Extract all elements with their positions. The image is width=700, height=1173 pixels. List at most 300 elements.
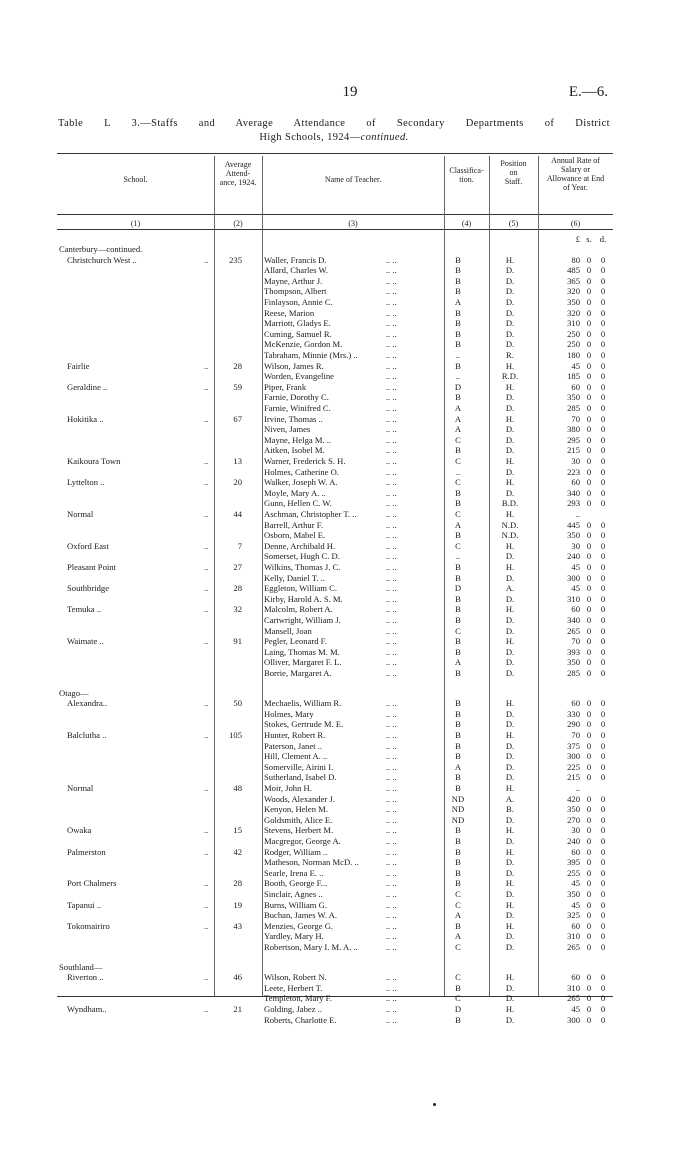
salary-shillings: 0 <box>586 825 592 836</box>
header-position-line: Staff. <box>504 177 523 186</box>
position-on-staff: D. <box>505 836 515 846</box>
salary-pounds: 45 <box>571 562 580 572</box>
salary-shillings: 0 <box>586 456 592 466</box>
header-attendance-line: Average <box>224 160 252 169</box>
salary-pence: 0 <box>600 993 606 1004</box>
leader-dots: .. .. <box>386 350 397 360</box>
page-number: 19 <box>342 84 358 100</box>
table-row <box>57 868 613 879</box>
leader-dots: .. .. <box>386 562 397 572</box>
average-attendance: 28 <box>233 878 242 889</box>
classification: B <box>455 719 461 730</box>
table-row <box>57 371 613 382</box>
table-row <box>57 1004 613 1015</box>
salary-shillings: 0 <box>586 615 592 625</box>
salary-shillings: 0 <box>586 646 592 657</box>
salary-shillings: 0 <box>586 730 592 740</box>
classification: C <box>455 540 461 551</box>
position-on-staff: N.D. <box>501 530 519 541</box>
position-on-staff: D. <box>505 889 515 899</box>
column-number: (1) <box>130 219 141 228</box>
teacher-name: Paterson, Janet .. <box>264 740 322 751</box>
table-row <box>57 594 613 605</box>
salary-pence: 0 <box>600 1014 606 1025</box>
leader-dots: .. .. <box>386 751 397 762</box>
salary-shillings: 0 <box>586 846 592 857</box>
classification: ND <box>451 793 465 804</box>
teacher-name: Waller, Francis D. <box>264 254 327 265</box>
salary-pence: 0 <box>600 339 606 350</box>
classification: B <box>455 751 461 762</box>
salary-shillings: 0 <box>586 328 592 339</box>
salary-shillings: 0 <box>586 350 592 360</box>
leader-dots: .. .. <box>386 456 397 466</box>
salary-pence: 0 <box>600 836 606 846</box>
table-row <box>57 562 613 573</box>
salary-pounds: 293 <box>567 498 580 509</box>
average-attendance: 105 <box>229 730 242 740</box>
table-row <box>57 615 613 626</box>
teacher-name: Holmes, Catherine O. <box>264 466 339 477</box>
position-on-staff: D. <box>505 719 515 730</box>
teacher-name: Reese, Marion <box>264 307 315 318</box>
position-on-staff: H. <box>505 846 515 857</box>
leader-dots: .. .. <box>386 982 397 993</box>
position-on-staff: D. <box>505 286 515 297</box>
position-on-staff: B. <box>506 804 514 815</box>
teacher-name: Robertson, Mary I. M. A. .. <box>264 942 358 952</box>
salary-pounds: 325 <box>567 910 580 921</box>
position-on-staff: D. <box>505 339 515 350</box>
leader-dots: .. .. <box>386 972 397 983</box>
leader-dots: .. <box>204 254 209 265</box>
salary-shillings: 0 <box>586 942 592 952</box>
teacher-name: Sutherland, Isabel D. <box>264 772 337 783</box>
classification: B <box>455 265 461 276</box>
page-reference: E.—6. <box>568 84 608 100</box>
salary-pence: 0 <box>600 846 606 857</box>
leader-dots: .. .. <box>386 593 397 604</box>
school-name: Hokitika .. <box>67 413 104 424</box>
salary-shillings: 0 <box>586 772 592 783</box>
header-divider <box>57 214 613 215</box>
teacher-name: Holmes, Mary <box>264 708 314 719</box>
teacher-name: Rodger, William .. <box>264 846 328 857</box>
salary-pence: 0 <box>600 719 606 730</box>
leader-dots: .. .. <box>386 698 397 709</box>
leader-dots: .. <box>204 730 209 740</box>
classification: A <box>454 910 462 921</box>
leader-dots: .. .. <box>386 740 397 751</box>
salary-pounds: 180 <box>567 350 580 360</box>
table-row <box>57 921 613 932</box>
salary-pence: 0 <box>600 793 606 804</box>
header-classification-line: tion. <box>459 175 474 184</box>
position-on-staff: H. <box>505 381 515 392</box>
leader-dots: .. .. <box>386 646 397 657</box>
position-on-staff: D. <box>505 910 515 921</box>
table-row <box>57 467 613 478</box>
table-row <box>57 741 613 752</box>
salary-pence: 0 <box>600 825 606 836</box>
leader-dots: .. <box>204 846 209 857</box>
salary-pence: 0 <box>600 878 606 889</box>
currency-pounds: £ <box>575 234 580 244</box>
table-row <box>57 709 613 720</box>
salary-shillings: 0 <box>586 297 592 307</box>
classification: B <box>455 593 461 604</box>
header-classification-line: Classifica- <box>449 166 484 175</box>
teacher-name: Cartwright, William J. <box>264 615 341 625</box>
teacher-name: Mayne, Helga M. .. <box>264 434 332 445</box>
salary-pence: 0 <box>600 265 606 276</box>
salary-pence: 0 <box>600 275 606 286</box>
classification: B <box>455 318 461 329</box>
salary-pounds: 265 <box>567 942 580 952</box>
table-row <box>57 900 613 911</box>
salary-shillings: 0 <box>586 572 592 583</box>
position-on-staff: H. <box>505 920 515 931</box>
classification: B <box>455 857 461 868</box>
table-row <box>57 318 613 329</box>
salary-pounds: 320 <box>567 286 580 297</box>
table-row <box>57 772 613 783</box>
table-row <box>57 276 613 287</box>
position-on-staff: H. <box>505 540 515 551</box>
salary-shillings: 0 <box>586 392 592 403</box>
salary-pounds: 300 <box>567 572 580 583</box>
leader-dots: .. .. <box>386 899 397 910</box>
position-on-staff: D. <box>505 857 515 868</box>
salary-pence: 0 <box>600 328 606 339</box>
salary-pounds: 330 <box>567 708 580 719</box>
table-row <box>57 836 613 847</box>
teacher-name: Stokes, Gertrude M. E. <box>264 719 344 730</box>
salary-pence: 0 <box>600 761 606 772</box>
teacher-name: Wilson, James R. <box>264 360 324 371</box>
teacher-name: Roberts, Charlotte E. <box>264 1014 337 1025</box>
salary-pence: 0 <box>600 487 606 498</box>
salary-pence: 0 <box>600 360 606 371</box>
salary-shillings: 0 <box>586 857 592 868</box>
position-on-staff: D. <box>505 1014 515 1025</box>
leader-dots: .. .. <box>386 297 397 307</box>
salary-pounds: 340 <box>567 487 580 498</box>
leader-dots: .. <box>204 878 209 889</box>
table-row <box>57 815 613 826</box>
salary-pounds: 45 <box>571 878 580 889</box>
teacher-name: Menzies, George G. <box>264 920 334 931</box>
teacher-name: Marriott, Gladys E. <box>264 318 331 329</box>
salary-pounds: 310 <box>567 318 580 329</box>
salary-pence: 0 <box>600 583 606 594</box>
table-row <box>57 647 613 658</box>
teacher-name: Laing, Thomas M. M. <box>264 646 340 657</box>
average-attendance: 32 <box>233 604 242 615</box>
leader-dots: .. .. <box>386 477 397 488</box>
average-attendance: 50 <box>233 698 242 709</box>
table-row <box>57 329 613 340</box>
position-on-staff: A. <box>505 793 515 804</box>
salary-pounds: 340 <box>567 615 580 625</box>
salary-shillings: 0 <box>586 993 592 1004</box>
salary-pence: 0 <box>600 318 606 329</box>
leader-dots: .. .. <box>386 615 397 625</box>
leader-dots: .. .. <box>386 1004 397 1014</box>
teacher-name: Hill, Clement A. .. <box>264 751 328 762</box>
salary-pounds: 310 <box>567 982 580 993</box>
position-on-staff: H. <box>505 509 515 519</box>
school-name: Pleasant Point <box>67 562 116 572</box>
school-name: Southbridge <box>67 583 110 594</box>
teacher-name: Kelly, Daniel T. .. <box>264 572 325 583</box>
position-on-staff: H. <box>505 899 515 910</box>
classification: B <box>455 286 461 297</box>
salary-shillings: 0 <box>586 477 592 488</box>
classification: A <box>454 931 462 942</box>
salary-shillings: 0 <box>586 972 592 983</box>
leader-dots: .. .. <box>386 657 397 668</box>
leader-dots: .. .. <box>386 371 397 382</box>
column-number: (2) <box>233 219 243 228</box>
position-on-staff: H. <box>505 1004 515 1014</box>
position-on-staff: D. <box>505 593 515 604</box>
table-row <box>57 857 613 868</box>
school-name: Fairlie <box>67 360 90 371</box>
leader-dots: .. .. <box>386 719 397 730</box>
teacher-name: Denne, Archibald H. <box>264 540 336 551</box>
classification: C <box>455 972 461 983</box>
position-on-staff: H. <box>505 360 515 371</box>
leader-dots: .. .. <box>386 403 397 413</box>
classification: B <box>455 740 461 751</box>
position-on-staff: N.D. <box>501 519 519 530</box>
header-attendance <box>214 160 262 187</box>
position-on-staff: H. <box>505 783 515 793</box>
leader-dots: .. <box>204 899 209 910</box>
classification: A <box>454 657 462 668</box>
salary-pounds: 350 <box>567 657 580 668</box>
teacher-name: Cuming, Samuel R. <box>264 328 332 339</box>
position-on-staff: D. <box>505 814 515 825</box>
salary-shillings: 0 <box>586 910 592 921</box>
header-position-line: on <box>509 168 518 177</box>
position-on-staff: H. <box>505 413 515 424</box>
school-name: Normal <box>67 509 94 519</box>
classification: B <box>455 445 461 456</box>
classification: B <box>455 328 461 339</box>
leader-dots: .. .. <box>386 498 397 509</box>
salary-pence: 0 <box>600 857 606 868</box>
salary-pounds: 80 <box>571 254 580 265</box>
salary-pence: 0 <box>600 297 606 307</box>
classification: C <box>455 942 461 952</box>
teacher-name: Borrie, Margaret A. <box>264 668 332 678</box>
leader-dots: .. <box>204 477 209 488</box>
average-attendance: 48 <box>233 783 242 793</box>
table-row <box>57 730 613 741</box>
leader-dots: .. .. <box>386 339 397 350</box>
school-name: Alexandra.. <box>67 698 108 709</box>
salary-shillings: 0 <box>586 793 592 804</box>
teacher-name: Moyle, Mary A. .. <box>264 487 326 498</box>
leader-dots: .. .. <box>386 286 397 297</box>
salary-pence: 0 <box>600 910 606 921</box>
leader-dots: .. .. <box>386 867 397 878</box>
salary-shillings: 0 <box>586 562 592 572</box>
position-on-staff: H. <box>505 456 515 466</box>
leader-dots: .. .. <box>386 360 397 371</box>
average-attendance: 28 <box>233 583 242 594</box>
salary-pence: 0 <box>600 931 606 942</box>
table-title <box>58 117 610 145</box>
classification: C <box>455 889 461 899</box>
position-on-staff: D. <box>505 993 515 1004</box>
position-on-staff: H. <box>505 878 515 889</box>
school-name: Christchurch West .. <box>67 254 137 265</box>
position-on-staff: D. <box>505 275 515 286</box>
table-row <box>57 509 613 520</box>
salary-pounds: 310 <box>567 931 580 942</box>
leader-dots: .. .. <box>386 583 397 594</box>
table-row <box>57 414 613 425</box>
salary-pounds: 295 <box>567 434 580 445</box>
classification: B <box>455 604 461 615</box>
leader-dots: .. <box>204 583 209 594</box>
salary-shillings: 0 <box>586 1004 592 1014</box>
salary-pounds: 250 <box>567 339 580 350</box>
school-name: Balclutha .. <box>67 730 107 740</box>
classification: D <box>454 583 462 594</box>
leader-dots: .. .. <box>386 889 397 899</box>
region-name: Southland— <box>59 961 103 972</box>
classification: B <box>455 730 461 740</box>
teacher-name: Moir, John H. <box>264 783 312 793</box>
salary-pence: 0 <box>600 254 606 265</box>
salary-shillings: 0 <box>586 761 592 772</box>
salary-pounds: 45 <box>571 583 580 594</box>
salary-shillings: 0 <box>586 381 592 392</box>
table-row <box>57 339 613 350</box>
leader-dots: .. <box>204 698 209 709</box>
teacher-name: Irvine, Thomas .. <box>264 413 323 424</box>
header-school: School. <box>123 175 148 184</box>
leader-dots: .. .. <box>386 265 397 276</box>
teacher-name: Tabraham, Minnie (Mrs.) .. <box>264 350 358 360</box>
salary-shillings: 0 <box>586 920 592 931</box>
salary-pounds: 223 <box>567 466 580 477</box>
leader-dots: .. .. <box>386 307 397 318</box>
salary-shillings: 0 <box>586 318 592 329</box>
position-on-staff: H. <box>505 604 515 615</box>
table-row <box>57 286 613 297</box>
leader-dots: .. <box>204 1004 209 1014</box>
salary-pounds: 393 <box>567 646 580 657</box>
table-row <box>57 889 613 900</box>
salary-pounds: 485 <box>567 265 580 276</box>
school-name: Normal <box>67 783 94 793</box>
column-number: (3) <box>348 219 358 228</box>
salary-pounds: 70 <box>571 636 580 647</box>
leader-dots: .. .. <box>386 466 397 477</box>
table-row <box>57 751 613 762</box>
position-on-staff: D. <box>505 668 515 678</box>
position-on-staff: D. <box>505 772 515 783</box>
teacher-name: Somerville, Airini I. <box>264 761 334 772</box>
salary-pounds: 45 <box>571 1004 580 1014</box>
salary-shillings: 0 <box>586 899 592 910</box>
leader-dots: .. .. <box>386 1014 397 1025</box>
header-bottom-rule <box>57 229 613 230</box>
header-classification <box>444 166 489 184</box>
position-on-staff: D. <box>505 392 515 403</box>
header-salary <box>538 156 613 192</box>
classification: ND <box>451 804 465 815</box>
table-row <box>57 551 613 562</box>
salary-pounds: 45 <box>571 360 580 371</box>
salary-shillings: 0 <box>586 1014 592 1025</box>
teacher-name: Golding, Jabez .. <box>264 1004 322 1014</box>
salary-pounds: 445 <box>567 519 580 530</box>
salary-pounds: 60 <box>571 604 580 615</box>
leader-dots: .. .. <box>386 804 397 815</box>
teacher-name: Worden, Evangeline <box>264 371 334 382</box>
teacher-name: Wilson, Robert N. <box>264 972 327 983</box>
table-row <box>57 350 613 361</box>
position-on-staff: H. <box>505 698 515 709</box>
classification: B <box>455 698 461 709</box>
classification: A <box>454 403 462 413</box>
salary-pence: 0 <box>600 403 606 413</box>
table-row <box>57 403 613 414</box>
salary-shillings: 0 <box>586 445 592 456</box>
school-name: Riverton .. <box>67 972 104 983</box>
header-salary-line: of Year. <box>563 183 588 192</box>
salary-shillings: 0 <box>586 636 592 647</box>
position-on-staff: H. <box>505 730 515 740</box>
teacher-name: Matheson, Norman McD. .. <box>264 857 359 868</box>
salary-pounds: 250 <box>567 328 580 339</box>
salary-shillings: 0 <box>586 466 592 477</box>
teacher-name: Kenyon, Helen M. <box>264 804 328 815</box>
average-attendance: 235 <box>229 254 242 265</box>
school-name: Geraldine .. <box>67 381 108 392</box>
table-row <box>57 847 613 858</box>
leader-dots: .. .. <box>386 487 397 498</box>
average-attendance: 28 <box>233 360 242 371</box>
salary-shillings: 0 <box>586 275 592 286</box>
classification: B <box>455 708 461 719</box>
region-heading-row <box>57 962 613 973</box>
column-number: (4) <box>461 219 472 228</box>
salary-shillings: 0 <box>586 889 592 899</box>
teacher-name: Mayne, Arthur J. <box>264 275 323 286</box>
salary-pounds: 225 <box>567 761 580 772</box>
salary-pounds: 255 <box>567 867 580 878</box>
salary-pence: 0 <box>600 698 606 709</box>
leader-dots: .. .. <box>386 878 397 889</box>
position-on-staff: D. <box>505 487 515 498</box>
leader-dots: .. .. <box>386 636 397 647</box>
salary-pence: 0 <box>600 982 606 993</box>
header-salary-line: Annual Rate of <box>551 156 600 165</box>
salary-pounds: 70 <box>571 730 580 740</box>
salary-pounds: 265 <box>567 993 580 1004</box>
leader-dots: .. .. <box>386 910 397 921</box>
leader-dots: .. .. <box>386 328 397 339</box>
leader-dots: .. <box>204 413 209 424</box>
table-row <box>57 719 613 730</box>
